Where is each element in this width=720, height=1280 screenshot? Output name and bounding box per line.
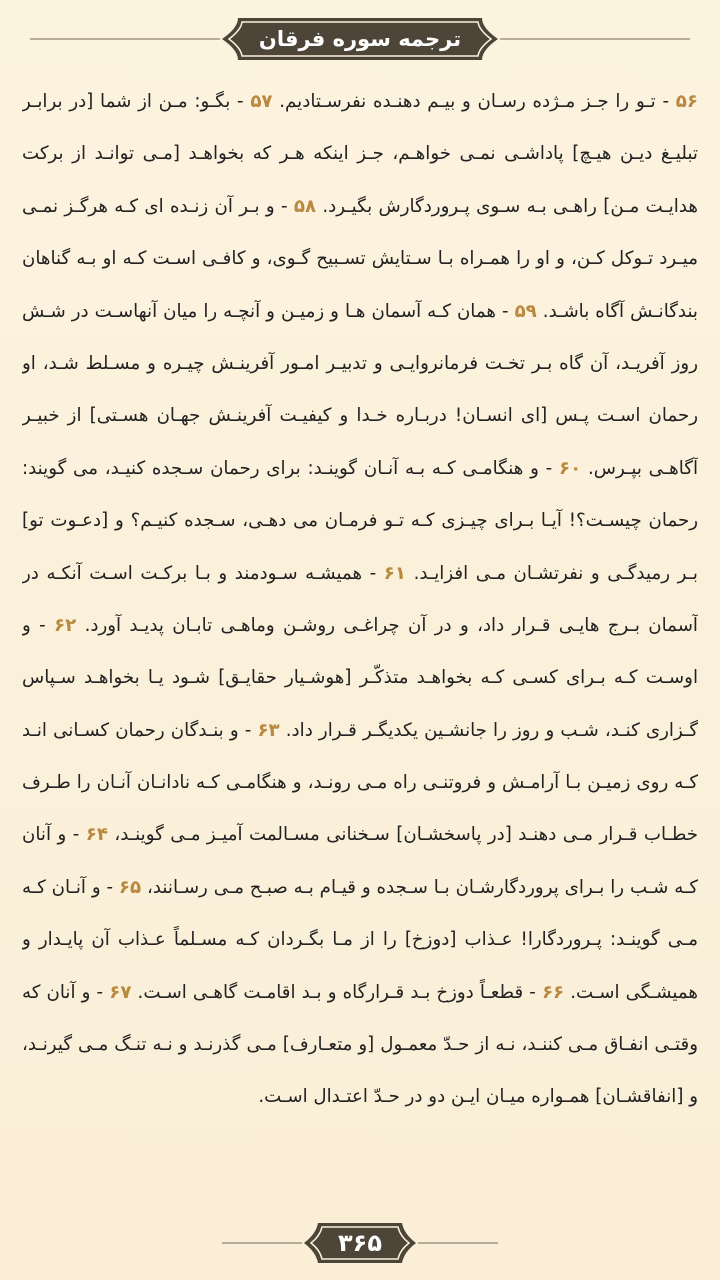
verse-number: ۶۵ — [118, 876, 142, 898]
text-line — [22, 390, 698, 442]
text-line — [22, 181, 698, 233]
verse-text: کـه شـب را بـرای پروردگارشـان بـا سـجده و قیـام بـه صبـح مـی رسـانند، — [141, 876, 698, 898]
verse-text: آگاهـی بپـرس. — [581, 457, 698, 479]
verse-number: ۵۸ — [293, 195, 317, 217]
header-divider-left — [30, 38, 220, 40]
text-line — [22, 233, 698, 285]
verse-text: آسمان بـرج هایـی قـرار داد، و در آن چراغـی روشـن وماهـی تابـان پدیـد آورد. — [76, 614, 698, 636]
text-line — [22, 652, 698, 704]
verse-text: رحمان چیسـت؟! آیـا بـرای چیـزی کـه تـو فرمـان می دهـی، سـجده کنیـم؟ و [دعـوت تو] — [22, 510, 698, 532]
verse-text: - و آنان که — [22, 981, 110, 1003]
verse-text: - و — [22, 614, 55, 636]
verse-text: روز آفریـد، آن گاه بـر تخـت فرمانروایـی و تدبیـر امـور آفرینـش چیـره و مسـلط شـد، او — [22, 352, 698, 374]
surah-title: ترجمه سوره فرقان — [258, 27, 462, 51]
verse-text: - و آنـان کـه — [22, 876, 119, 898]
page-number: ۳۶۵ — [338, 1229, 382, 1257]
text-line — [22, 600, 698, 652]
page-number-badge — [302, 1220, 418, 1266]
verse-text: - همان کـه آسمان هـا و زمیـن و آنچـه را میان آنهاسـت در شـش — [22, 300, 515, 322]
text-line — [22, 495, 698, 547]
verse-number: ۶۳ — [257, 719, 280, 741]
footer-divider-left — [222, 1242, 302, 1244]
verse-text: وقتـی انفـاق مـی کننـد، نـه از حـدّ معمـول [و متعـارف] مـی گذرنـد و نـه تنـگ مـی گیرنـد، — [22, 1034, 698, 1056]
footer — [0, 1220, 720, 1266]
verse-text: همیشـگی اسـت. — [564, 981, 698, 1003]
text-line — [22, 443, 698, 495]
text-line — [22, 338, 698, 390]
text-line — [22, 1071, 698, 1123]
header — [0, 16, 720, 62]
text-line — [22, 705, 698, 757]
verse-text: - بگـو: مـن از شما [در برابـر — [22, 91, 251, 112]
verse-text: مـی گوینـد: پـروردگارا! عـذاب [دوزخ] را از مـا بگـردان کـه مسـلماً عـذاب آن پایـدار و — [22, 929, 698, 951]
verse-text: هدایـت مـن] راهـی بـه سـوی پـروردگارش بگیـرد. — [316, 195, 698, 217]
text-line — [22, 862, 698, 914]
verse-text: رحمان اسـت پـس [ای انسـان! دربـاره خـدا و کیفیـت آفرینـش جهـان هسـتی] از خبیـر — [22, 405, 698, 427]
verse-text: اوسـت کـه بـرای کسـی کـه بخواهـد متذکّـر [هوشـیار حقایـق] شـود یـا بخواهـد سـپاس — [22, 667, 698, 689]
verse-text: - و بـر آن زنـده ای کـه هرگـز نمـی — [22, 195, 294, 217]
text-line — [22, 1019, 698, 1071]
verse-text: - همیشـه سـودمند و بـا برکـت اسـت آنکـه در — [22, 562, 384, 584]
verse-text: - تـو را جـز مـژده رسـان و بیـم دهنـده نفرسـتادیم. — [272, 91, 676, 112]
verse-text: - و هنگامـی کـه بـه آنـان گوینـد: برای رحمان سـجده کنیـد، می گویند: — [22, 457, 559, 479]
header-divider-right — [500, 38, 690, 40]
verse-text: میـرد تـوکل کـن، و او را همـراه بـا سـتایش تسـبیح گـوی، و کافـی اسـت کـه او بـه گناهان — [22, 248, 698, 270]
verse-text: تبلیـغ دیـن هیـچ] پاداشـی نمـی خواهـم، جـز اینکه هـر که بخواهـد [مـی توانـد از برکت — [22, 143, 698, 165]
verse-number: ۵۹ — [514, 300, 537, 322]
verse-number: ۶۶ — [541, 981, 565, 1003]
text-line — [22, 286, 698, 338]
verse-number: ۶۱ — [383, 562, 406, 584]
surah-title-badge — [220, 16, 500, 62]
text-line — [22, 809, 698, 861]
verse-number: ۵۶ — [675, 91, 698, 112]
text-line — [22, 76, 698, 128]
verse-text: خطـاب قـرار مـی دهنـد [در پاسخشـان] سـخنانی مسـالمت آمیـز مـی گوینـد، — [107, 824, 698, 846]
verse-text: گـزاری کنـد، شـب و روز را جانشـین یکدیگـر قـرار داد. — [279, 719, 698, 741]
text-line — [22, 548, 698, 600]
verse-number: ۶۲ — [54, 614, 77, 636]
text-line — [22, 128, 698, 180]
verse-text: بندگانـش آگاه باشـد. — [536, 300, 698, 322]
verse-number: ۶۷ — [109, 981, 132, 1003]
verse-text: - قطعـاً دوزخ بـد قـرارگاه و بـد اقامـت گاهـی اسـت. — [131, 981, 542, 1003]
verse-text: و [انفاقشـان] همـواره میـان ایـن دو در حـدّ اعتـدال اسـت. — [258, 1086, 698, 1108]
verse-number: ۵۷ — [250, 91, 273, 112]
text-line — [22, 757, 698, 809]
verse-text: بـر رمیدگـی و نفرتشـان مـی افزایـد. — [406, 562, 698, 584]
text-line — [22, 914, 698, 966]
verse-text: - و بنـدگان رحمان کسـانی انـد — [22, 719, 258, 741]
footer-divider-right — [418, 1242, 498, 1244]
text-line — [22, 967, 698, 1019]
verse-number: ۶۰ — [559, 457, 582, 479]
verse-text: کـه روی زمیـن بـا آرامـش و فروتنـی راه مـی رونـد، و هنگامـی کـه نادانـان آنـان را طـرف — [22, 772, 698, 794]
translation-text — [22, 76, 698, 1124]
verse-text: - و آنان — [22, 824, 86, 846]
verse-number: ۶۴ — [85, 824, 108, 846]
